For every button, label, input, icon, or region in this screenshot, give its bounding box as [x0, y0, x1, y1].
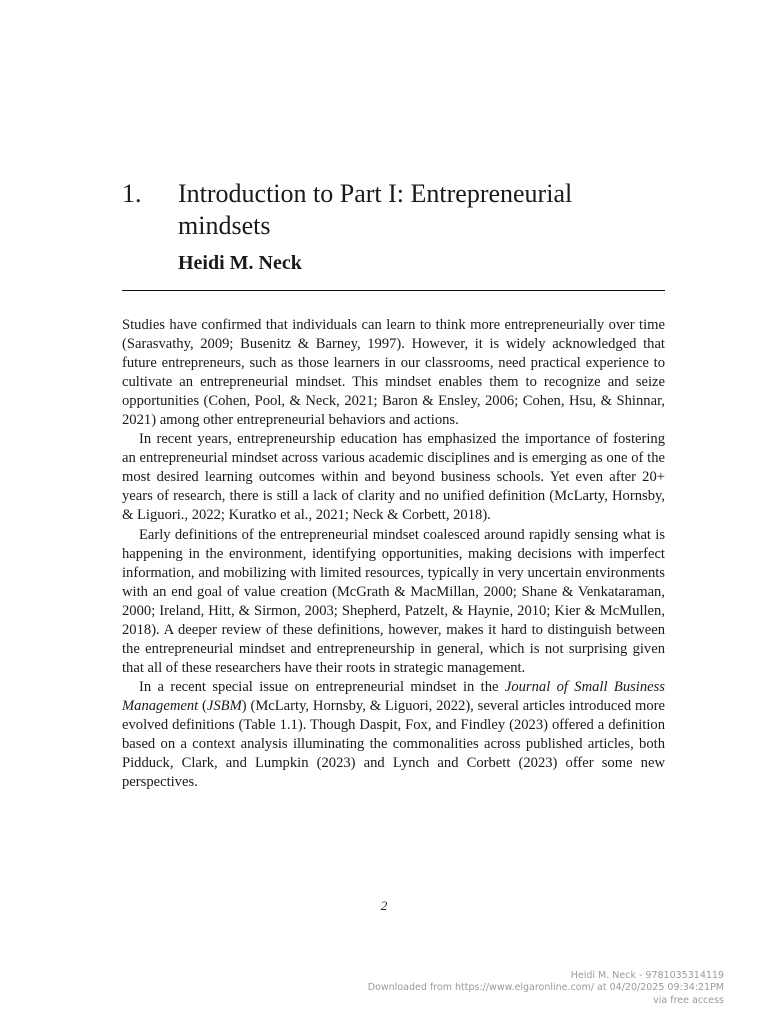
- text-run: Early definitions of the entrepreneurial mindset coalesced around rapidly sensing what is happening in the environment, identifying opportunities, making decisions with imperfect information, and mobilizing with limited resources, typically in very uncertain environments with an end goal of value creation (McGrath & MacMillan, 2000; Shane & Venkataraman, 2000; Ireland, Hitt, & Sirmon, 2003; Shepherd, Patzelt, & Haynie, 2010; Kier & McMullen, 2018). A deeper review of these definitions, however, makes it hard to distinguish between the entrepreneurial mindset and entrepreneurship in general, which is not surprising given that all of these researchers have their roots in strategic management.: [122, 526, 665, 676]
- italic-text-run: Journal of Small Business Management: [122, 678, 665, 714]
- text-run: In recent years, entrepreneurship education has emphasized the importance of fostering an entrepreneurial mindset across various academic disciplines and is emerging as one of the most desired learning outcomes within and beyond business schools. Yet even after 20+ years of research, there is still a lack of clarity and no unified definition (McLarty, Hornsby, & Liguori., 2022; Kuratko et al., 2021; Neck & Corbett, 2018).: [122, 431, 665, 524]
- italic-text-run: JSBM: [206, 697, 242, 714]
- text-run: In a recent special issue on entrepreneurial mindset in the: [139, 678, 505, 695]
- chapter-title-row: [122, 178, 682, 242]
- text-run: (: [198, 697, 207, 714]
- body-paragraph: [122, 316, 665, 430]
- chapter-author: Heidi M. Neck: [178, 252, 302, 274]
- heading-divider: [122, 290, 665, 291]
- body-paragraph: [122, 526, 665, 678]
- text-run: Studies have confirmed that individuals can learn to think more entrepreneurially over time (Sarasvathy, 2009; Busenitz & Barney, 1997). However, it is widely acknowledged that future entrepreneurs, such as those learners in our classrooms, need practical experience to cultivate an entrepreneurial mindset. This mindset enables them to recognize and seize opportunities (Cohen, Pool, & Neck, 2021; Baron & Ensley, 2006; Cohen, Hsu, & Shinnar, 2021) among other entrepreneurial behaviors and actions.: [122, 317, 665, 429]
- watermark-line-2: Downloaded from https://www.elgaronline.com/ at 04/20/2025 09:34:21PM: [367, 982, 724, 994]
- download-watermark: [368, 970, 724, 1007]
- page-number: 2: [380, 898, 388, 913]
- body-paragraph: [122, 678, 665, 792]
- body-paragraph: [122, 430, 665, 525]
- chapter-heading: [122, 178, 682, 276]
- body-text: [122, 316, 665, 792]
- text-run: ) (McLarty, Hornsby, & Liguori, 2022), several articles introduced more evolved definitions (Table 1.1). Though Daspit, Fox, and Findley (2023) offered a definition based on a context analysis illuminating the commonalities across published articles, both Pidduck, Clark, and Lumpkin (2023) and Lynch and Corbett (2023) offer some new perspectives.: [122, 697, 665, 791]
- watermark-line-1: Heidi M. Neck - 9781035314119: [570, 970, 724, 981]
- chapter-title: Introduction to Part I: Entrepreneurial mindsets: [178, 179, 573, 240]
- chapter-number: 1.: [122, 179, 142, 208]
- watermark-line-3: via free access: [653, 994, 724, 1006]
